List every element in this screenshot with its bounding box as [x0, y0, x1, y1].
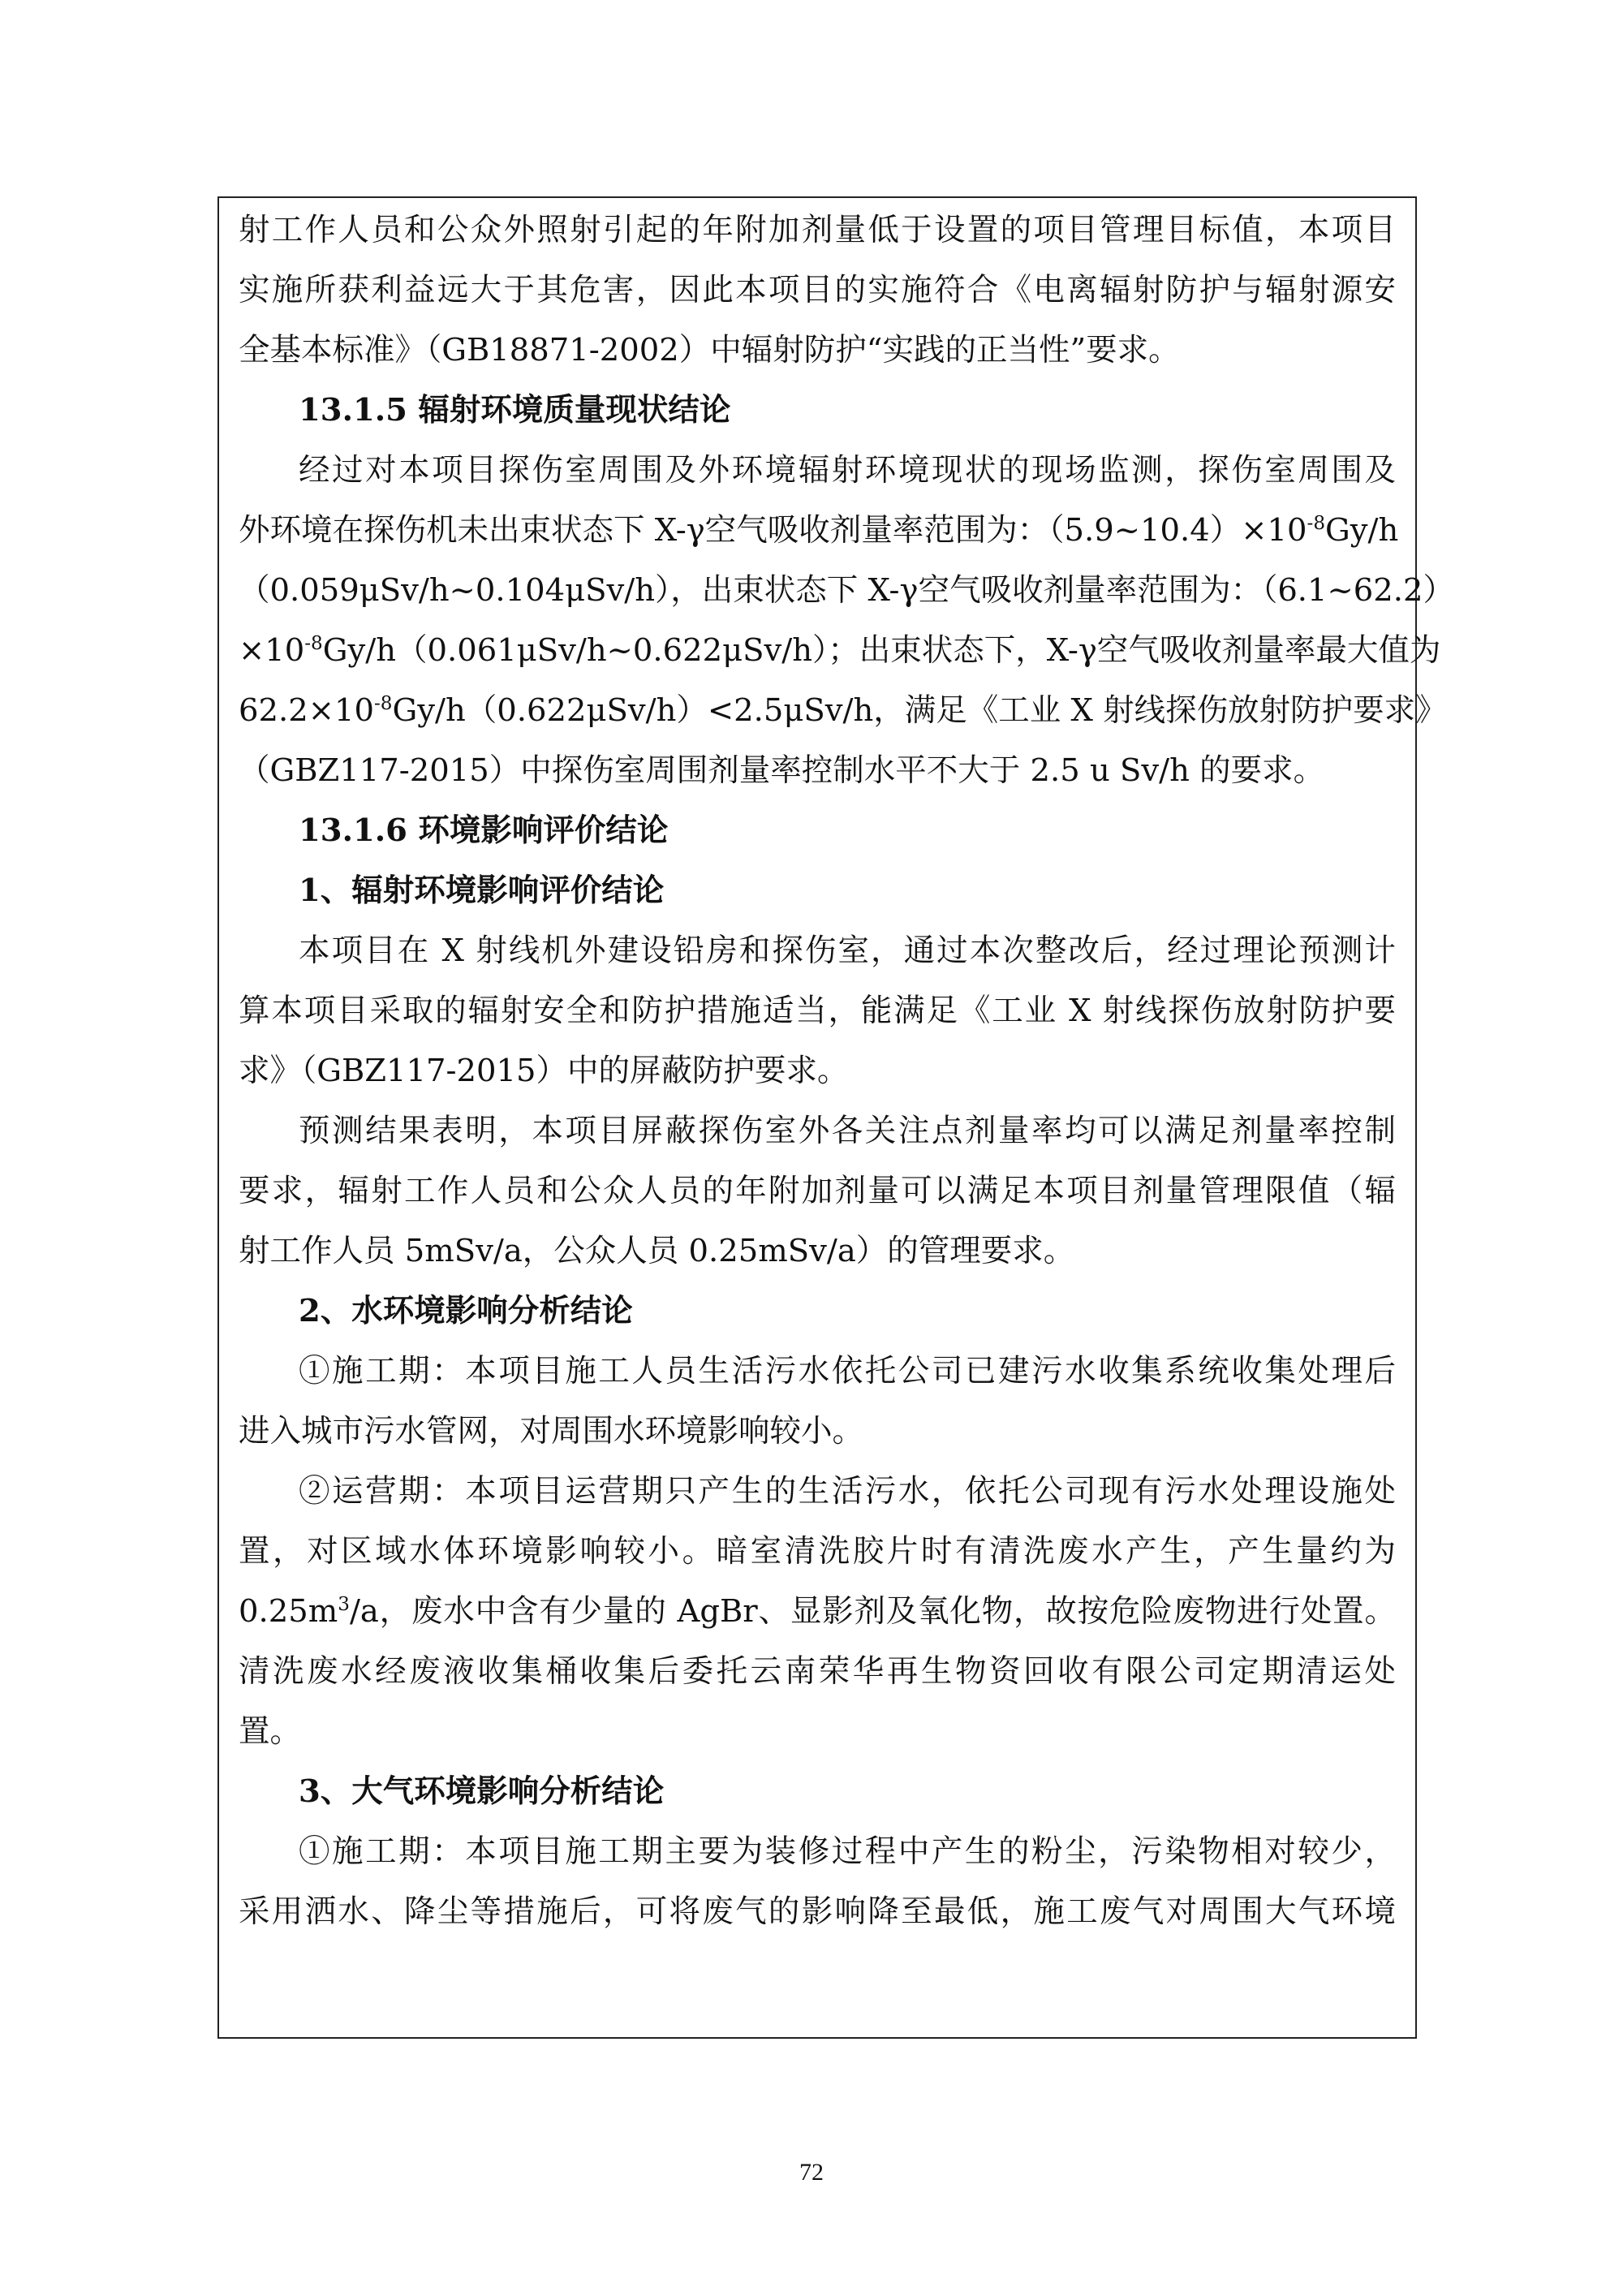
text-line: $62.2\times 10^{-8}Gy/h(0.622\mu Sv/h)<2.5\mu Sv/h$，满足《工业 X 射线探伤放射防护要求》: [239, 692, 1447, 729]
text-line: ①施工期：本项目施工人员生活污水依托公司已建污水收集系统收集处理后: [299, 1353, 1396, 1389]
text-line: 射工作人员 5mSv/a，公众人员 0.25mSv/a）的管理要求。: [239, 1233, 1075, 1269]
section-heading: 13.1.6 环境影响评价结论: [299, 812, 669, 849]
text-line: 置。: [239, 1713, 302, 1750]
content-frame: [217, 196, 1455, 2039]
text-line: 清洗废水经废液收集桶收集后委托云南荣华再生物资回收有限公司定期清运处: [239, 1653, 1396, 1690]
page-number: 72: [799, 2159, 824, 2186]
text-line: ①施工期：本项目施工期主要为装修过程中产生的粉尘，污染物相对较少，: [299, 1833, 1396, 1870]
section-heading: 13.1.5 辐射环境质量现状结论: [299, 392, 731, 429]
text-line: 采用洒水、降尘等措施后，可将废气的影响降至最低，施工废气对周围大气环境: [239, 1893, 1396, 1930]
text-line: ②运营期：本项目运营期只产生的生活污水，依托公司现有污水处理设施处: [299, 1473, 1396, 1510]
text-line: 要求，辐射工作人员和公众人员的年附加剂量可以满足本项目剂量管理限值（辐: [239, 1173, 1396, 1209]
text-line: 算本项目采取的辐射安全和防护措施适当，能满足《工业 X 射线探伤放射防护要: [239, 993, 1396, 1029]
text-line: 经过对本项目探伤室周围及外环境辐射环境现状的现场监测，探伤室周围及: [299, 452, 1396, 489]
text-line: 全基本标准》（GB18871-2002）中辐射防护“实践的正当性”要求。: [239, 332, 1180, 368]
text-line: 射工作人员和公众外照射引起的年附加剂量低于设置的项目管理目标值，本项目: [239, 212, 1396, 248]
text-line: $0.25m^3/a$，废水中含有少量的 AgBr、显影剂及氧化物，故按危险废物进行处置。: [239, 1593, 1396, 1630]
text-line: 进入城市污水管网，对周围水环境影响较小。: [239, 1413, 864, 1450]
text-line: （GBZ117-2015）中探伤室周围剂量率控制水平不大于 2.5 u Sv/h 的要求。: [239, 752, 1325, 789]
subsection-heading: 1、辐射环境影响评价结论: [299, 872, 665, 909]
text-line: （0.059μSv/h~0.104μSv/h），出束状态下 X-γ空气吸收剂量率范围为：（6.1~62.2）: [239, 572, 1455, 609]
text-line: 外环境在探伤机未出束状态下 X-γ空气吸收剂量率范围为：$(5.9\sim 10.4)\times 10^{-8}Gy/h$: [239, 512, 1399, 549]
text-line: 置，对区域水体环境影响较小。暗室清洗胶片时有清洗废水产生，产生量约为: [239, 1533, 1396, 1570]
subsection-heading: 3、大气环境影响分析结论: [299, 1773, 665, 1810]
text-line: $\times 10^{-8}Gy/h(0.061\mu Sv/h\sim 0.622\mu Sv/h)$；出束状态下，X-γ空气吸收剂量率最大值为: [239, 632, 1441, 669]
text-line: 预测结果表明，本项目屏蔽探伤室外各关注点剂量率均可以满足剂量率控制: [299, 1113, 1396, 1149]
text-line: 实施所获利益远大于其危害，因此本项目的实施符合《电离辐射防护与辐射源安: [239, 272, 1396, 308]
subsection-heading: 2、水环境影响分析结论: [299, 1293, 633, 1329]
text-line: 本项目在 X 射线机外建设铅房和探伤室，通过本次整改后，经过理论预测计: [299, 933, 1396, 969]
text-line: 求》（GBZ117-2015）中的屏蔽防护要求。: [239, 1053, 849, 1089]
